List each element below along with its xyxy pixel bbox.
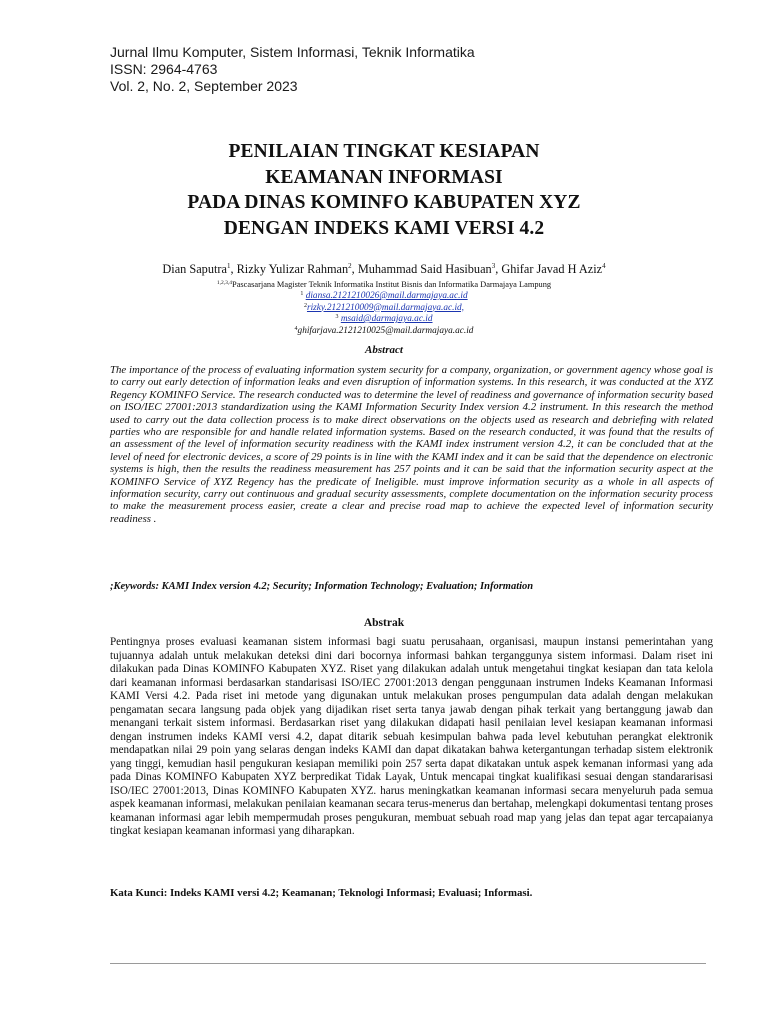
email-mark: 2 xyxy=(303,302,307,309)
email-mark: 1 xyxy=(300,291,304,297)
abstract-body: The importance of the process of evaluating information system security for a company, organization, or government agency whose goal is to carry out early detection of information leaks and even disruption of information systems. In this research, it was conducted at the XYZ Regency KOMINFO Service. The research conducted was to determine the level of readiness and governance of information security based on ISO/IEC 27001:2013 standardization using the KAMI Information Security Index version 4.2 instrument. In this research the method used to carry out the data collection process is to make direct observations on the objects used as research and debriefing with related parties who are responsible for and handle related information systems. Based on the research conducted, it was found that the results of an assessment of the level of information security readiness with the KAMI index instrument version 4.2, it can be concluded that at the level of need for electronic devices, a score of 29 points is in line with the KAMI index and it can be said that the dependence on electronic systems is high, then the results the readiness measurement has 257 points and it can be said that the information security aspect at the KOMINFO Service of XYZ Regency has the predicate of Ineligible. must improve information security as a whole in all aspects of information security, carry out continuous and gradual security assessments, complete documentation on the information security process to make the measurement process easier, create a clear and precise road map to achieve the expected level of information security readiness . xyxy=(110,364,713,525)
author-list xyxy=(60,262,708,277)
email-link[interactable]: rizky.2121210009@mail.darmajaya.ac.id, xyxy=(306,302,465,313)
author-mark: 4 xyxy=(602,262,606,270)
title-line: PENILAIAN TINGKAT KESIAPAN xyxy=(228,141,540,162)
kata-kunci: Kata Kunci: Indeks KAMI versi 4.2; Keamanan; Teknologi Informasi; Evaluasi; Informasi. xyxy=(110,887,533,899)
email-text: ghifarjava.2121210025@mail.darmajaya.ac.id xyxy=(297,325,474,336)
email-line xyxy=(60,314,708,326)
keywords: ;Keywords: KAMI Index version 4.2; Security; Information Technology; Evaluation; Information xyxy=(110,581,534,592)
author-name: Rizky Yulizar Rahman xyxy=(236,262,349,276)
abstrak-heading: Abstrak xyxy=(363,617,405,629)
email-line xyxy=(60,291,708,303)
paper-title xyxy=(120,139,648,241)
author-separator: , xyxy=(495,262,502,276)
email-list xyxy=(60,291,708,337)
email-link[interactable]: diansa.2121210026@mail.darmajaya.ac.id xyxy=(305,291,468,301)
affiliation xyxy=(60,279,708,290)
title-line: KEAMANAN INFORMASI xyxy=(265,166,503,188)
author-mark: 2 xyxy=(348,262,352,270)
email-mark: 3 xyxy=(335,314,339,320)
journal-issn: ISSN: 2964-4763 xyxy=(110,61,218,77)
affiliation-mark: 1,2,3,4 xyxy=(216,280,233,286)
author-separator: , xyxy=(230,262,237,276)
title-line: PADA DINAS KOMINFO KABUPATEN XYZ xyxy=(187,192,581,213)
author-mark: 3 xyxy=(491,262,496,270)
affiliation-text: Pascasarjana Magister Teknik Informatika Institut Bisnis dan Informatika Darmajaya Lampung xyxy=(232,280,552,289)
journal-name: Jurnal Ilmu Komputer, Sistem Informasi, Teknik Informatika xyxy=(110,44,475,60)
email-link[interactable]: msaid@darmajaya.ac.id xyxy=(340,314,433,324)
journal-volume: Vol. 2, No. 2, September 2023 xyxy=(110,78,298,94)
abstract-heading: Abstract xyxy=(365,344,403,356)
email-line xyxy=(60,326,708,338)
abstrak-body: Pentingnya proses evaluasi keamanan sistem informasi bagi suatu perusahaan, organisasi, maupun instansi pemerintahan yang tujuannya adalah untuk melakukan deteksi dini dari bocornya informasi bahkan terganggunya sistem informasi. Dalam riset ini dilakukan pada Dinas KOMINFO Kabupaten XYZ. Riset yang dilakukan adalah untuk mengetahui tingkat kesiapan dan tata kelola dari keamanan informasi berdasarkan standarisasi ISO/IEC 27001:2013 dengan penggunaan instrumen Indeks Keamanan Informasi KAMI Versi 4.2. Pada riset ini metode yang digunakan untuk melakukan proses pengumpulan data adalah dengan melakukan pengamatan secara langsung pada objek yang dijadikan riset serta tanya jawab dengan pihak terkait yang bertanggung jawab dan menangani terkait sistem informasi. Berdasarkan riset yang dilakukan didapati hasil penilaian level kesiapan keamanan informasi dengan instrumen indeks KAMI versi 4.2, dapat ditarik sebuah kesimpulan bahwa pada level kebutuhan perangkat elektronik mendapatkan nilai 29 poin yang selaras dengan indeks KAMI dan dapat dikatakan bahwa ketergantungan terhadap sistem elektronik yang tinggi, kemudian hasil pengukuran kesiapan memiliki poin 257 serta dapat dikatakan untuk aspek kemanan informasi yang ada pada Dinas KOMINFO Kabupaten XYZ berpredikat Tidak Layak, Untuk mencapai tingkat kualifikasi sesuai dengan standararisasi ISO/IEC 27001:2013, Dinas KOMINFO Kabupaten XYZ. harus meningkatkan keamanan informasi secara menyeluruh pada semua aspek keamanan informasi, melakukan penilaian keamanan secara terus-menerus dan bertahap, melengkapi dokumentasi tentang proses keamanan informasi agar lebih mempermudah proses pengukuran, membuat sebuah road map yang jelas dan tepat agar tercapaianya tingkat kesiapan keamanan informasi yang diharapkan. xyxy=(110,636,713,837)
footer-divider xyxy=(110,963,706,964)
author-mark: 1 xyxy=(226,262,231,270)
title-line: DENGAN INDEKS KAMI VERSI 4.2 xyxy=(223,217,545,239)
email-mark: 4 xyxy=(294,325,298,332)
author-separator: , xyxy=(351,262,358,276)
author-name: Ghifar Javad H Aziz xyxy=(501,262,603,276)
email-line xyxy=(60,303,708,315)
author-name: Muhammad Said Hasibuan xyxy=(357,262,492,276)
journal-header xyxy=(110,44,475,95)
author-name: Dian Saputra xyxy=(162,262,227,276)
